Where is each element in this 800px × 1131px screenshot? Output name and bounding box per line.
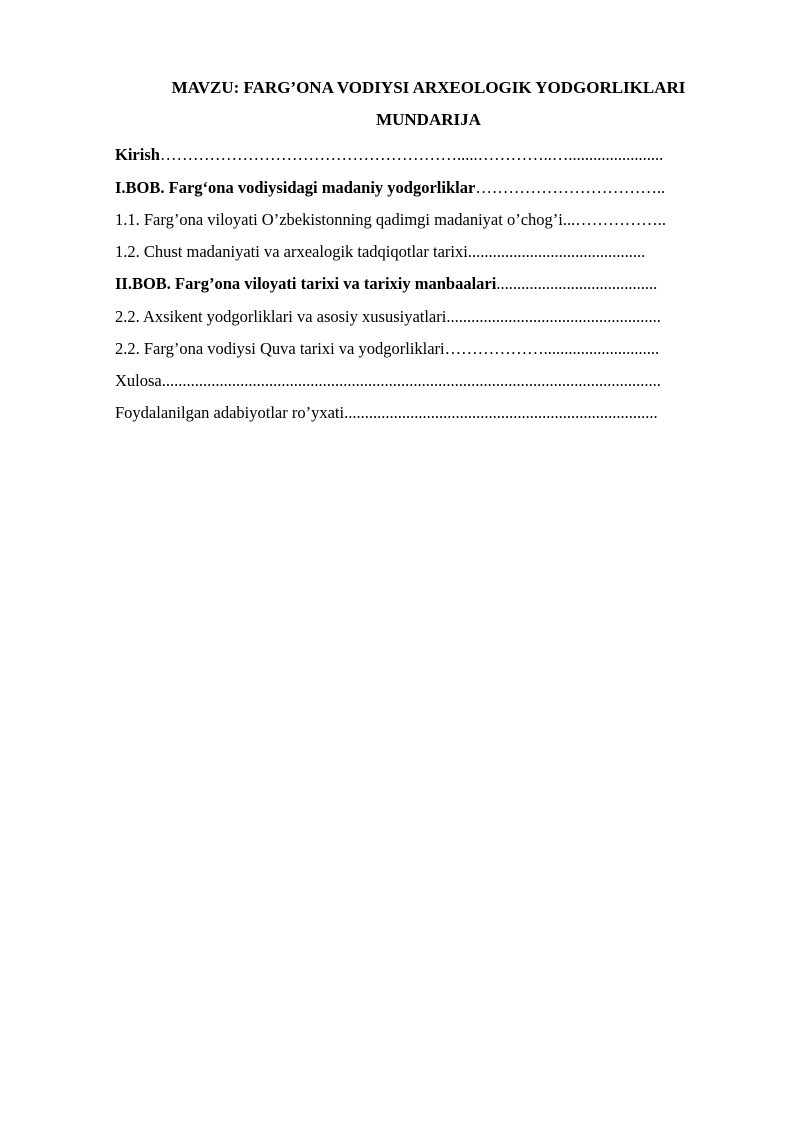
toc-entry-label: 2.2. Farg’ona vodiysi Quva tarixi va yodgorliklari: [115, 339, 445, 358]
toc-entry-label: 1.1. Farg’ona viloyati O’zbekistonning qadimgi madaniyat o’chog’i: [115, 210, 563, 229]
toc-entry-section-2-2: [115, 339, 742, 359]
toc-entry-leader: ………………............................: [444, 339, 660, 358]
toc-entry-label: Foydalanilgan adabiyotlar ro’yxati: [115, 403, 345, 422]
toc-entry-leader: ............................................................................: [344, 403, 658, 422]
toc-entry-leader: .......................................: [496, 274, 658, 293]
toc-entry-chapter-1: [115, 178, 742, 198]
toc-entry-bibliography: [115, 403, 742, 423]
toc-entry-xulosa: [115, 371, 742, 391]
document-title: MAVZU: FARG’ONA VODIYSI ARXEOLOGIK YODGORLIKLARI: [171, 78, 686, 97]
toc-entry-chapter-2: [115, 274, 742, 294]
toc-entry-section-2-1: [115, 307, 742, 327]
toc-entry-kirish: [115, 145, 742, 165]
toc-entry-leader: ……………………………..: [475, 178, 666, 197]
toc-entry-label: II.BOB. Farg’ona viloyati tarixi va tarixiy manbaalari: [115, 274, 497, 293]
toc-entry-label: Xulosa: [115, 371, 162, 390]
toc-heading: MUNDARIJA: [376, 110, 481, 129]
toc-entry-label: 2.2. Axsikent yodgorliklari va asosiy xususiyatlari: [115, 307, 447, 326]
toc-entry-label: 1.2. Chust madaniyati va arxealogik tadqiqotlar tarixi: [115, 242, 468, 261]
toc-entry-leader: ...……………..: [562, 210, 666, 229]
toc-entry-section-1-2: [115, 242, 742, 262]
toc-entry-label: Kirish: [115, 145, 160, 164]
toc-entry-leader: ……………………………………………….....…………..….......................: [159, 145, 664, 164]
toc-entry-section-1-1: [115, 210, 742, 230]
toc-entry-leader: ....................................................: [446, 307, 661, 326]
toc-entry-leader: ...........................................: [467, 242, 646, 261]
toc-entry-label: I.BOB. Farg‘ona vodiysidagi madaniy yodgorliklar: [115, 178, 476, 197]
toc-entry-leader: .........................................................................................................................: [161, 371, 661, 390]
